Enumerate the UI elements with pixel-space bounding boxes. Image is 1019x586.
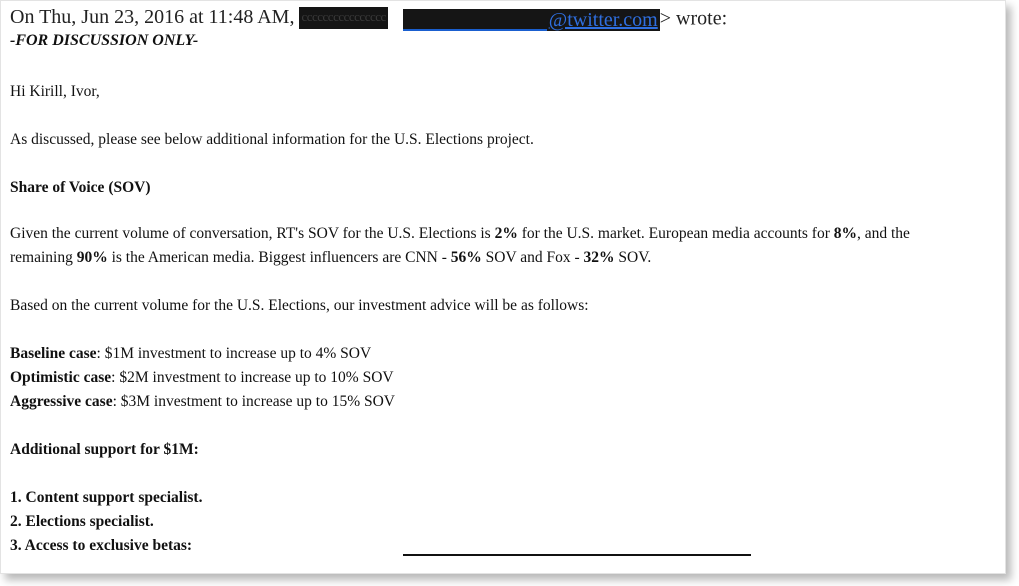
text-run: SOV. (614, 249, 652, 266)
sov-paragraph-line1 (10, 222, 910, 246)
support-item (10, 534, 192, 558)
case-baseline (10, 342, 371, 366)
support-item-text: 3. Access to exclusive betas: (10, 537, 193, 554)
case-label: Aggressive case (10, 393, 113, 410)
text-run: SOV and Fox - (481, 249, 584, 266)
redacted-email-user (403, 9, 547, 31)
redacted-sender-name: cccccccccccccccc (299, 7, 387, 29)
text-run: remaining (10, 249, 77, 266)
support-heading (10, 438, 199, 462)
support-item-text: 2. Elections specialist. (10, 513, 154, 530)
discussion-label: -FOR DISCUSSION ONLY- (10, 32, 199, 49)
support-item-text: 1. Content support specialist. (10, 489, 203, 506)
case-label: Optimistic case (10, 369, 112, 386)
support-item (10, 486, 202, 510)
sov-heading-text: Share of Voice (SOV) (10, 179, 151, 196)
text-run: is the American media. Biggest influencers are CNN - (107, 249, 451, 266)
sov-heading (10, 176, 151, 200)
case-optimistic (10, 366, 394, 390)
greeting: Hi Kirill, Ivor, (10, 83, 100, 100)
bold-value: 2% (494, 225, 518, 242)
support-heading-text: Additional support for $1M: (10, 441, 199, 458)
support-item (10, 510, 154, 534)
text-run: for the U.S. market. European media accounts for (517, 225, 834, 242)
bold-value: 8% (833, 225, 857, 242)
header-prefix: On Thu, Jun 23, 2016 at 11:48 AM, (10, 6, 295, 28)
bold-value: 56% (450, 249, 482, 266)
intro-paragraph: As discussed, please see below additional information for the U.S. Elections project. (10, 131, 534, 148)
case-aggressive (10, 390, 395, 414)
email-header (10, 4, 727, 31)
case-text: : $2M investment to increase up to 10% SOV (111, 369, 394, 386)
underline-divider (403, 554, 751, 556)
sov-paragraph-line2 (10, 246, 651, 270)
email-domain-link[interactable]: @twitter.com (548, 8, 658, 31)
investment-intro: Based on the current volume for the U.S. Elections, our investment advice will be as follows: (10, 297, 589, 314)
text-run: Given the current volume of conversation, RT's SOV for the U.S. Elections is (10, 225, 495, 242)
case-label: Baseline case (10, 345, 97, 362)
case-text: : $1M investment to increase up to 4% SOV (96, 345, 372, 362)
case-text: : $3M investment to increase up to 15% SOV (112, 393, 395, 410)
bold-value: 90% (76, 249, 108, 266)
sender-email[interactable] (403, 5, 660, 31)
header-suffix: > wrote: (659, 7, 728, 30)
bold-value: 32% (583, 249, 615, 266)
text-run: , and the (857, 225, 910, 242)
